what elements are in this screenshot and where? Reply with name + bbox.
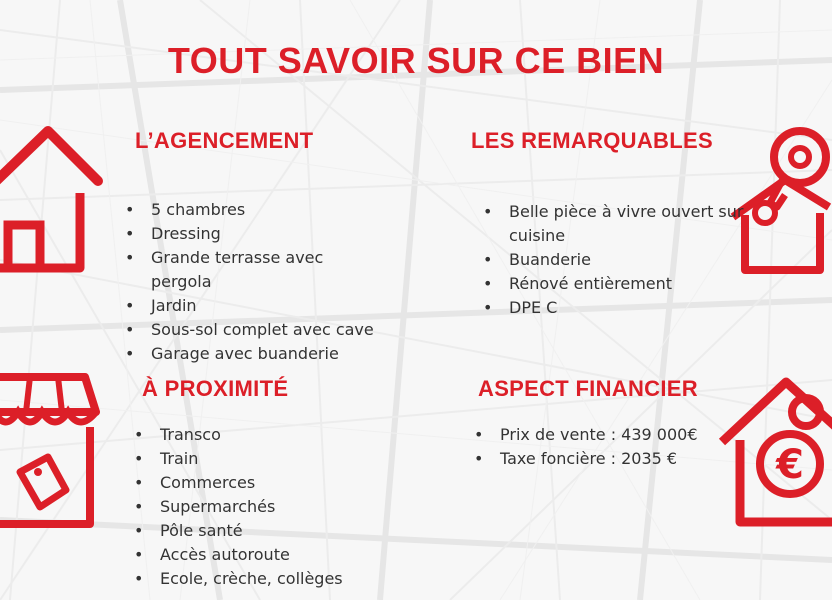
list-item: • Buanderie	[483, 248, 745, 272]
list-item: • Ecole, crèche, collèges	[134, 567, 414, 591]
list-item: • DPE C	[483, 296, 745, 320]
list-item: • Transco	[134, 423, 414, 447]
house-icon	[0, 125, 105, 275]
list-item: • 5 chambres	[125, 198, 395, 222]
list-item: • Prix de vente : 439 000€	[474, 423, 714, 447]
section-title-proximite: À PROXIMITÉ	[142, 376, 289, 401]
list-item: • Supermarchés	[134, 495, 414, 519]
shop-tag-icon	[0, 372, 105, 532]
list-agencement	[125, 198, 395, 366]
list-item: • Jardin	[125, 294, 395, 318]
list-item: • Accès autoroute	[134, 543, 414, 567]
list-remarquables	[483, 200, 745, 320]
list-proximite	[134, 423, 414, 591]
section-title-financier: ASPECT FINANCIER	[478, 376, 698, 401]
euro-symbol: €	[776, 442, 804, 488]
list-item: • Garage avec buanderie	[125, 342, 395, 366]
list-item: • Commerces	[134, 471, 414, 495]
list-item: • Dressing	[125, 222, 395, 246]
section-title-remarquables: LES REMARQUABLES	[471, 128, 713, 153]
euro-house-icon	[718, 372, 832, 532]
list-item: • Grande terrasse avec pergola	[125, 246, 341, 294]
list-financier	[474, 423, 714, 471]
list-item: • Taxe foncière : 2035 €	[474, 447, 714, 471]
list-item: • Rénové entièrement	[483, 272, 745, 296]
page-title: TOUT SAVOIR SUR CE BIEN	[167, 40, 665, 81]
list-item: • Sous-sol complet avec cave	[125, 318, 395, 342]
section-title-agencement: L’AGENCEMENT	[135, 128, 314, 153]
list-item: • Belle pièce à vivre ouvert sur cuisine	[483, 200, 745, 248]
list-item: • Train	[134, 447, 414, 471]
list-item: • Pôle santé	[134, 519, 414, 543]
